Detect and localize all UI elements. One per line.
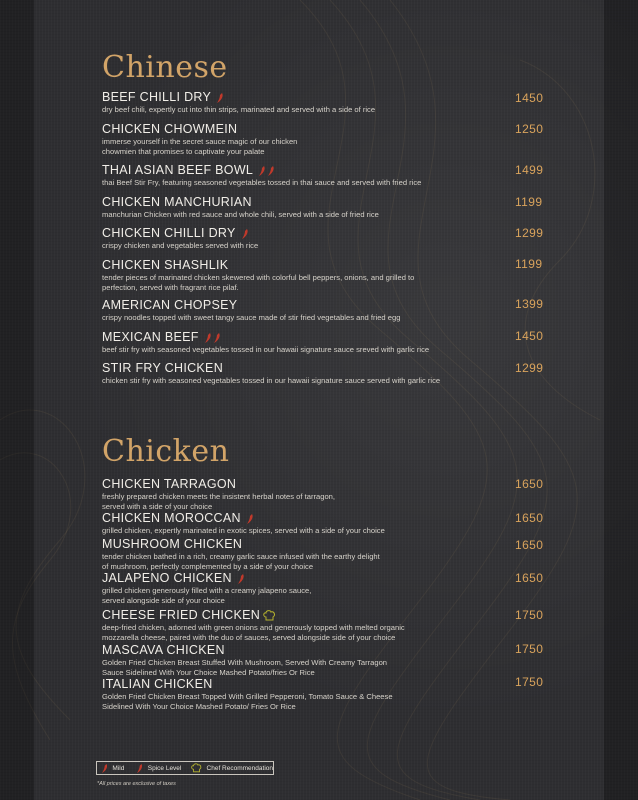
item-name: BEEF CHILLI DRY (102, 90, 212, 104)
menu-item (102, 258, 542, 293)
item-name: AMERICAN CHOPSEY (102, 298, 238, 312)
item-price: 1750 (515, 642, 544, 656)
section-title-chinese: Chinese (102, 50, 228, 85)
item-description: freshly prepared chicken meets the insistent herbal notes of tarragon, (102, 492, 336, 501)
menu-item (102, 537, 542, 572)
item-price: 1250 (515, 122, 544, 136)
chili-icon (101, 764, 108, 773)
menu-item (102, 122, 542, 157)
menu-item (102, 608, 542, 643)
item-name: MASCAVA CHICKEN (102, 643, 225, 657)
item-description: Sauce Sidelined With Your Choice Mashed Potato/fries Or Rice (102, 668, 315, 677)
item-description: grilled chicken, expertly marinated in exotic spices, served with a side of your choice (102, 526, 385, 535)
item-name: MEXICAN BEEF (102, 330, 199, 344)
item-price: 1650 (515, 477, 544, 491)
item-price: 1750 (515, 608, 544, 622)
chili-icon (241, 229, 249, 239)
chef-hat-icon (263, 610, 276, 621)
chili-icon (237, 574, 245, 584)
item-price: 1199 (515, 195, 543, 209)
item-name: CHICKEN SHASHLIK (102, 258, 229, 272)
menu-item (102, 330, 542, 355)
item-description: chowmien that promises to captivate your palate (102, 147, 265, 156)
item-name: ITALIAN CHICKEN (102, 677, 213, 691)
item-name: MUSHROOM CHICKEN (102, 537, 243, 551)
legend (96, 761, 274, 775)
item-description: Golden Fried Chicken Breast Stuffed With Mushroom, Served With Creamy Tarragon (102, 658, 388, 667)
item-description: chicken stir fry with seasoned vegetables tossed in our hawaii signature sauce served with garlic rice (102, 376, 441, 385)
section-title-chicken: Chicken (102, 434, 230, 469)
item-name: CHICKEN MANCHURIAN (102, 195, 252, 209)
item-description: immerse yourself in the secret sauce magic of our chicken (102, 137, 298, 146)
price-footnote: *All prices are exclusive of taxes (97, 781, 176, 787)
legend-chef-recommendation: Chef Recommendation (206, 764, 273, 772)
item-price: 1199 (515, 257, 543, 271)
item-description: tender chicken bathed in a rich, creamy garlic sauce infused with the earthy delight (102, 552, 380, 561)
item-name: JALAPENO CHICKEN (102, 571, 232, 585)
menu-item (102, 677, 542, 712)
item-name: CHEESE FRIED CHICKEN (102, 608, 261, 622)
item-description: thai Beef Stir Fry, featuring seasoned vegetables tossed in thai sauce and served with fried rice (102, 178, 422, 187)
item-description: of mushroom, perfectly complemented by a side of your choice (102, 562, 314, 571)
menu-item (102, 163, 542, 188)
item-price: 1299 (515, 226, 544, 240)
item-description: manchurian Chicken with red sauce and whole chili, served with a side of fried rice (102, 210, 379, 219)
item-description: Golden Fried Chicken Breast Topped With Grilled Pepperoni, Tomato Sauce & Cheese (102, 692, 393, 701)
item-price: 1399 (515, 297, 544, 311)
item-price: 1650 (515, 511, 544, 525)
item-description: dry beef chili, expertly cut into thin strips, marinated and served with a side of rice (102, 105, 376, 114)
menu-item (102, 511, 542, 536)
menu-item (102, 226, 542, 251)
chef-hat-icon (191, 763, 202, 773)
chili-icon (204, 333, 212, 343)
item-description: perfection, served with fragrant rice pilaf. (102, 283, 239, 292)
chili-icon (258, 166, 266, 176)
item-name: STIR FRY CHICKEN (102, 361, 224, 375)
chili-icon (136, 764, 143, 773)
chili-icon (213, 333, 221, 343)
item-description: crispy chicken and vegetables served with rice (102, 241, 259, 250)
menu-item (102, 477, 542, 512)
item-description: beef stir fry with seasoned vegetables tossed in our hawaii signature sauce sreved with garlic rice (102, 345, 430, 354)
menu-item (102, 643, 542, 678)
item-name: THAI ASIAN BEEF BOWL (102, 163, 254, 177)
chili-icon (216, 93, 224, 103)
legend-spice-level: Spice Level (147, 764, 182, 772)
menu-item (102, 361, 542, 386)
item-name: CHICKEN MOROCCAN (102, 511, 241, 525)
item-price: 1750 (515, 675, 544, 689)
item-name: CHICKEN CHILLI DRY (102, 226, 236, 240)
item-price: 1450 (515, 91, 544, 105)
item-name: CHICKEN TARRAGON (102, 477, 237, 491)
item-description: deep-fried chicken, adorned with green onions and generously topped with melted organic (102, 623, 405, 632)
legend-mild: Mild (112, 764, 125, 772)
item-description: crispy noodles topped with sweet tangy sauce made of stir fried vegetables and fried egg (102, 313, 401, 322)
item-description: served with a side of your choice (102, 502, 213, 511)
menu-item (102, 90, 542, 115)
item-description: grilled chicken generously filled with a creamy jalapeno sauce, (102, 586, 312, 595)
item-description: mozzarella cheese, paired with the duo of sauces, served alongside side of your choice (102, 633, 396, 642)
chili-icon (267, 166, 275, 176)
left-edge-shade (0, 0, 34, 800)
item-description: served alongside side of your choice (102, 596, 225, 605)
item-description: Sidelined With Your Choice Mashed Potato/ Fries Or Rice (102, 702, 296, 711)
menu-item (102, 195, 542, 220)
chili-icon (246, 514, 254, 524)
item-name: CHICKEN CHOWMEIN (102, 122, 238, 136)
item-price: 1650 (515, 571, 544, 585)
right-edge-shade (604, 0, 638, 800)
menu-item (102, 571, 542, 606)
item-price: 1450 (515, 329, 544, 343)
item-price: 1499 (515, 163, 544, 177)
menu-item (102, 298, 542, 323)
item-price: 1650 (515, 538, 544, 552)
item-price: 1299 (515, 361, 544, 375)
item-description: tender pieces of marinated chicken skewered with colorful bell peppers, onions, and grilled to (102, 273, 415, 282)
